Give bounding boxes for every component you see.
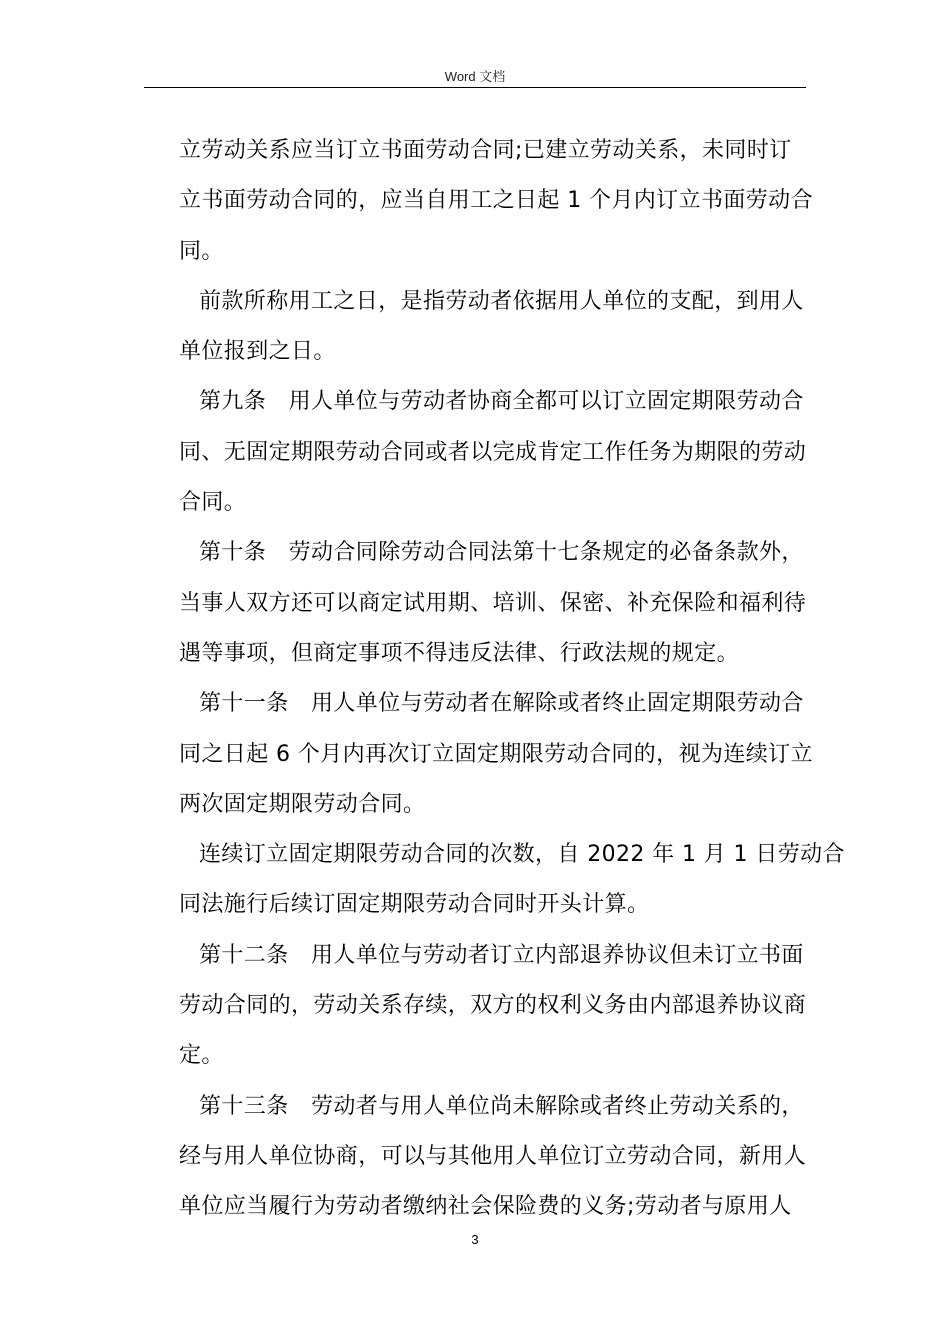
- text-line: 遇等事项，但商定事项不得违反法律、行政法规的规定。: [179, 640, 740, 666]
- text-line: 合同。: [179, 490, 247, 516]
- text-line: 两次固定期限劳动合同。: [179, 791, 426, 817]
- text-line: 立劳动关系应当订立书面劳动合同;已建立劳动关系，未同时订: [179, 138, 792, 163]
- text-line: 同之日起 6 个月内再次订立固定期限劳动合同的，视为连续订立: [179, 741, 813, 767]
- page-number: 3: [471, 1232, 479, 1247]
- text-line: 经与用人单位协商，可以与其他用人单位订立劳动合同，新用人: [179, 1143, 807, 1169]
- text-line: 当事人双方还可以商定试用期、培训、保密、补充保险和福利待: [179, 590, 807, 616]
- article-11-start: 第十一条 用人单位与劳动者在解除或者终止固定期限劳动合: [199, 691, 804, 717]
- paragraph-start: 前款所称用工之日，是指劳动者依据用人单位的支配，到用人: [199, 288, 804, 314]
- text-line: 定。: [179, 1043, 224, 1069]
- header-rule: [144, 87, 806, 88]
- text-line: 同。: [179, 238, 224, 264]
- text-line: 同、无固定期限劳动合同或者以完成肯定工作任务为期限的劳动: [179, 439, 807, 465]
- text-line: 立书面劳动合同的，应当自用工之日起 1 个月内订立书面劳动合: [179, 188, 813, 214]
- text-line: 单位应当履行为劳动者缴纳社会保险费的义务;劳动者与原用人: [179, 1194, 792, 1220]
- document-body: [179, 126, 845, 1233]
- paragraph-start: 连续订立固定期限劳动合同的次数，自 2022 年 1 月 1 日劳动合: [199, 842, 845, 868]
- article-13-start: 第十三条 劳动者与用人单位尚未解除或者终止劳动关系的，: [199, 1093, 804, 1119]
- article-9-start: 第九条 用人单位与劳动者协商全都可以订立固定期限劳动合: [199, 389, 804, 415]
- article-12-start: 第十二条 用人单位与劳动者订立内部退养协议但未订立书面: [199, 942, 804, 968]
- text-line: 单位报到之日。: [179, 339, 336, 365]
- page-header: Word 文档: [444, 69, 506, 84]
- article-10-start: 第十条 劳动合同除劳动合同法第十七条规定的必备条款外，: [199, 540, 804, 566]
- text-line: 同法施行后续订固定期限劳动合同时开头计算。: [179, 892, 650, 918]
- text-line: 劳动合同的，劳动关系存续，双方的权利义务由内部退养协议商: [179, 993, 807, 1019]
